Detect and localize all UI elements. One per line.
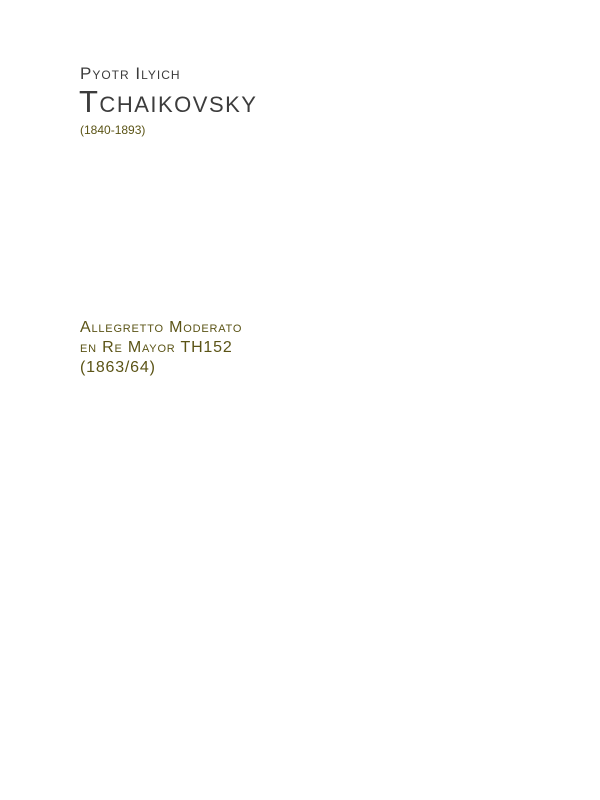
composer-first-names: Pyotr Ilyich xyxy=(80,64,181,83)
work-title-block xyxy=(80,318,242,378)
composer-lifespan: (1840-1893) xyxy=(80,123,146,137)
work-title-line-2: en Re Mayor TH152 xyxy=(80,339,233,356)
composer-last-name: Tchaikovsky xyxy=(79,84,258,119)
work-title-line-1: Allegretto Moderato xyxy=(80,319,243,336)
work-title-line-3: (1863/64) xyxy=(80,359,156,376)
